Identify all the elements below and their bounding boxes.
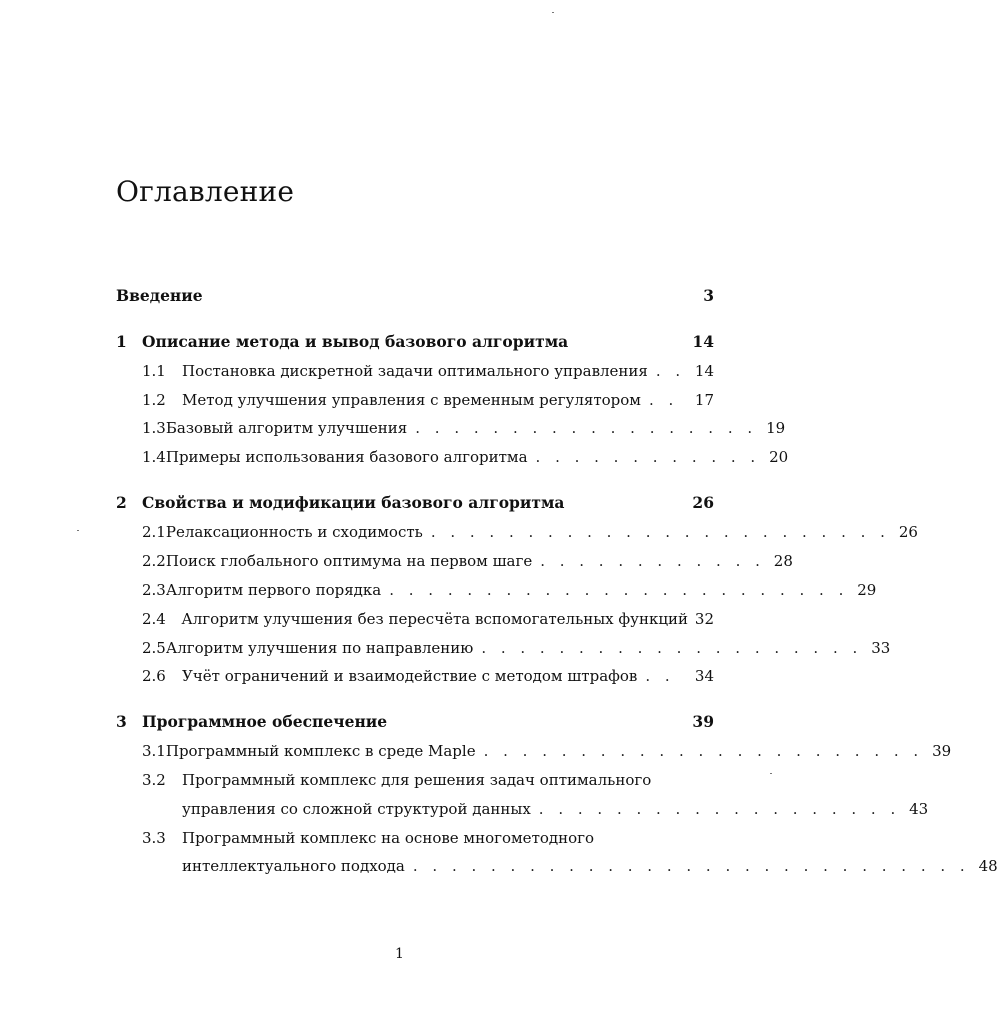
- section-number: 3.3: [142, 829, 166, 847]
- section-title: Релаксационность и сходимость: [165, 523, 423, 541]
- section-title-continued: интеллектуального подхода: [182, 857, 405, 875]
- toc-section-2-2[interactable]: 2.2 Поиск глобального оптимума на первом шаге . . . . . . . . . . . . 28: [142, 552, 793, 570]
- chapter-title: Описание метода и вывод базового алгоритма: [142, 332, 569, 351]
- section-number: 1.1: [142, 362, 166, 380]
- chapter-number: 3: [116, 712, 127, 731]
- section-page: 19: [766, 419, 786, 437]
- section-title: Программный комплекс в среде Maple: [165, 742, 476, 760]
- chapter-number: 2: [116, 493, 127, 512]
- section-title: Базовый алгоритм улучшения: [165, 419, 408, 437]
- chapter-page: 26: [692, 493, 714, 512]
- section-page: 26: [898, 523, 918, 541]
- chapter-title: Программное обеспечение: [142, 712, 388, 731]
- section-number: 3.1: [142, 742, 166, 760]
- toc-section-2-6[interactable]: 2.6 Учёт ограничений и взаимодействие с методом штрафов . . 34: [142, 667, 714, 685]
- toc-section-2-3[interactable]: 2.3 Алгоритм первого порядка . . . . . . . . . . . . . . . . . . . . . . . . 29: [142, 581, 877, 599]
- chapter-title: Свойства и модификации базового алгоритма: [142, 493, 565, 512]
- section-page: 33: [871, 639, 891, 657]
- section-title: Метод улучшения управления с временным регулятором: [182, 391, 641, 409]
- section-page: 28: [773, 552, 793, 570]
- section-number: 2.4: [142, 610, 166, 628]
- scan-speck: [552, 12, 554, 13]
- toc-section-2-1[interactable]: 2.1 Релаксационность и сходимость . . . . . . . . . . . . . . . . . . . . . . . . 26: [142, 523, 918, 541]
- section-title: Алгоритм улучшения по направлению: [165, 639, 474, 657]
- toc-section-1-1[interactable]: 1.1 Постановка дискретной задачи оптимального управления . . 14: [142, 362, 714, 380]
- toc-section-1-2[interactable]: 1.2 Метод улучшения управления с временным регулятором . . 17: [142, 391, 714, 409]
- section-page: 32: [694, 610, 714, 628]
- section-title: Постановка дискретной задачи оптимального управления: [182, 362, 648, 380]
- section-page: 39: [932, 742, 952, 760]
- toc-section-2-4[interactable]: [116, 609, 714, 629]
- toc-section-3-3[interactable]: [116, 828, 714, 848]
- section-page: 34: [694, 667, 714, 685]
- toc-section-1-3[interactable]: 1.3 Базовый алгоритм улучшения . . . . . . . . . . . . . . . . . . 19: [142, 419, 786, 437]
- toc-chapter-3[interactable]: [116, 712, 714, 732]
- section-title: Учёт ограничений и взаимодействие с методом штрафов: [182, 667, 638, 685]
- toc-section-3-2[interactable]: [116, 770, 714, 790]
- section-page: 17: [694, 391, 714, 409]
- section-number: 2.1: [142, 523, 166, 541]
- section-number: 2.3: [142, 581, 166, 599]
- chapter-page: 14: [692, 332, 714, 351]
- toc-intro-page: 3: [703, 286, 714, 305]
- toc-section-3-3-continued[interactable]: интеллектуального подхода . . . . . . . . . . . . . . . . . . . . . . . . . . . . . 48: [182, 857, 998, 875]
- chapter-page: 39: [692, 712, 714, 731]
- section-number: 2.5: [142, 639, 166, 657]
- page-number: 1: [395, 946, 404, 962]
- section-page: 14: [694, 362, 714, 380]
- section-number: 1.3: [142, 419, 166, 437]
- section-title: Алгоритм первого порядка: [165, 581, 382, 599]
- section-title: Поиск глобального оптимума на первом шаге: [165, 552, 533, 570]
- chapter-number: 1: [116, 332, 127, 351]
- toc-intro[interactable]: [116, 286, 714, 306]
- toc-section-1-4[interactable]: 1.4 Примеры использования базового алгоритма . . . . . . . . . . . . 20: [142, 448, 789, 466]
- toc-section-2-5[interactable]: 2.5 Алгоритм улучшения по направлению . . . . . . . . . . . . . . . . . . . . 33: [142, 639, 891, 657]
- toc-chapter-1[interactable]: [116, 332, 714, 352]
- page-title: Оглавление: [116, 175, 295, 208]
- section-number: 1.4: [142, 448, 166, 466]
- toc-intro-label: Введение: [116, 286, 203, 305]
- section-number: 1.2: [142, 391, 166, 409]
- section-number: 2.2: [142, 552, 166, 570]
- section-page: 48: [978, 857, 998, 875]
- toc-section-3-2-continued[interactable]: управления со сложной структурой данных . . . . . . . . . . . . . . . . . . . 43: [182, 800, 929, 818]
- section-title: Программный комплекс для решения задач оптимального: [182, 771, 652, 789]
- section-number: 2.6: [142, 667, 166, 685]
- section-number: 3.2: [142, 771, 166, 789]
- section-title-continued: управления со сложной структурой данных: [182, 800, 531, 818]
- section-page: 20: [769, 448, 789, 466]
- toc-section-3-1[interactable]: 3.1 Программный комплекс в среде Maple . . . . . . . . . . . . . . . . . . . . . . . 39: [142, 742, 952, 760]
- scan-speck: [770, 773, 772, 774]
- section-title: Программный комплекс на основе многометодного: [182, 829, 595, 847]
- scan-speck: [77, 530, 79, 531]
- section-page: 29: [857, 581, 877, 599]
- section-title: Примеры использования базового алгоритма: [165, 448, 528, 466]
- section-title: Алгоритм улучшения без пересчёта вспомогательных функций: [181, 610, 688, 628]
- section-page: 43: [909, 800, 929, 818]
- toc-chapter-2[interactable]: [116, 493, 714, 513]
